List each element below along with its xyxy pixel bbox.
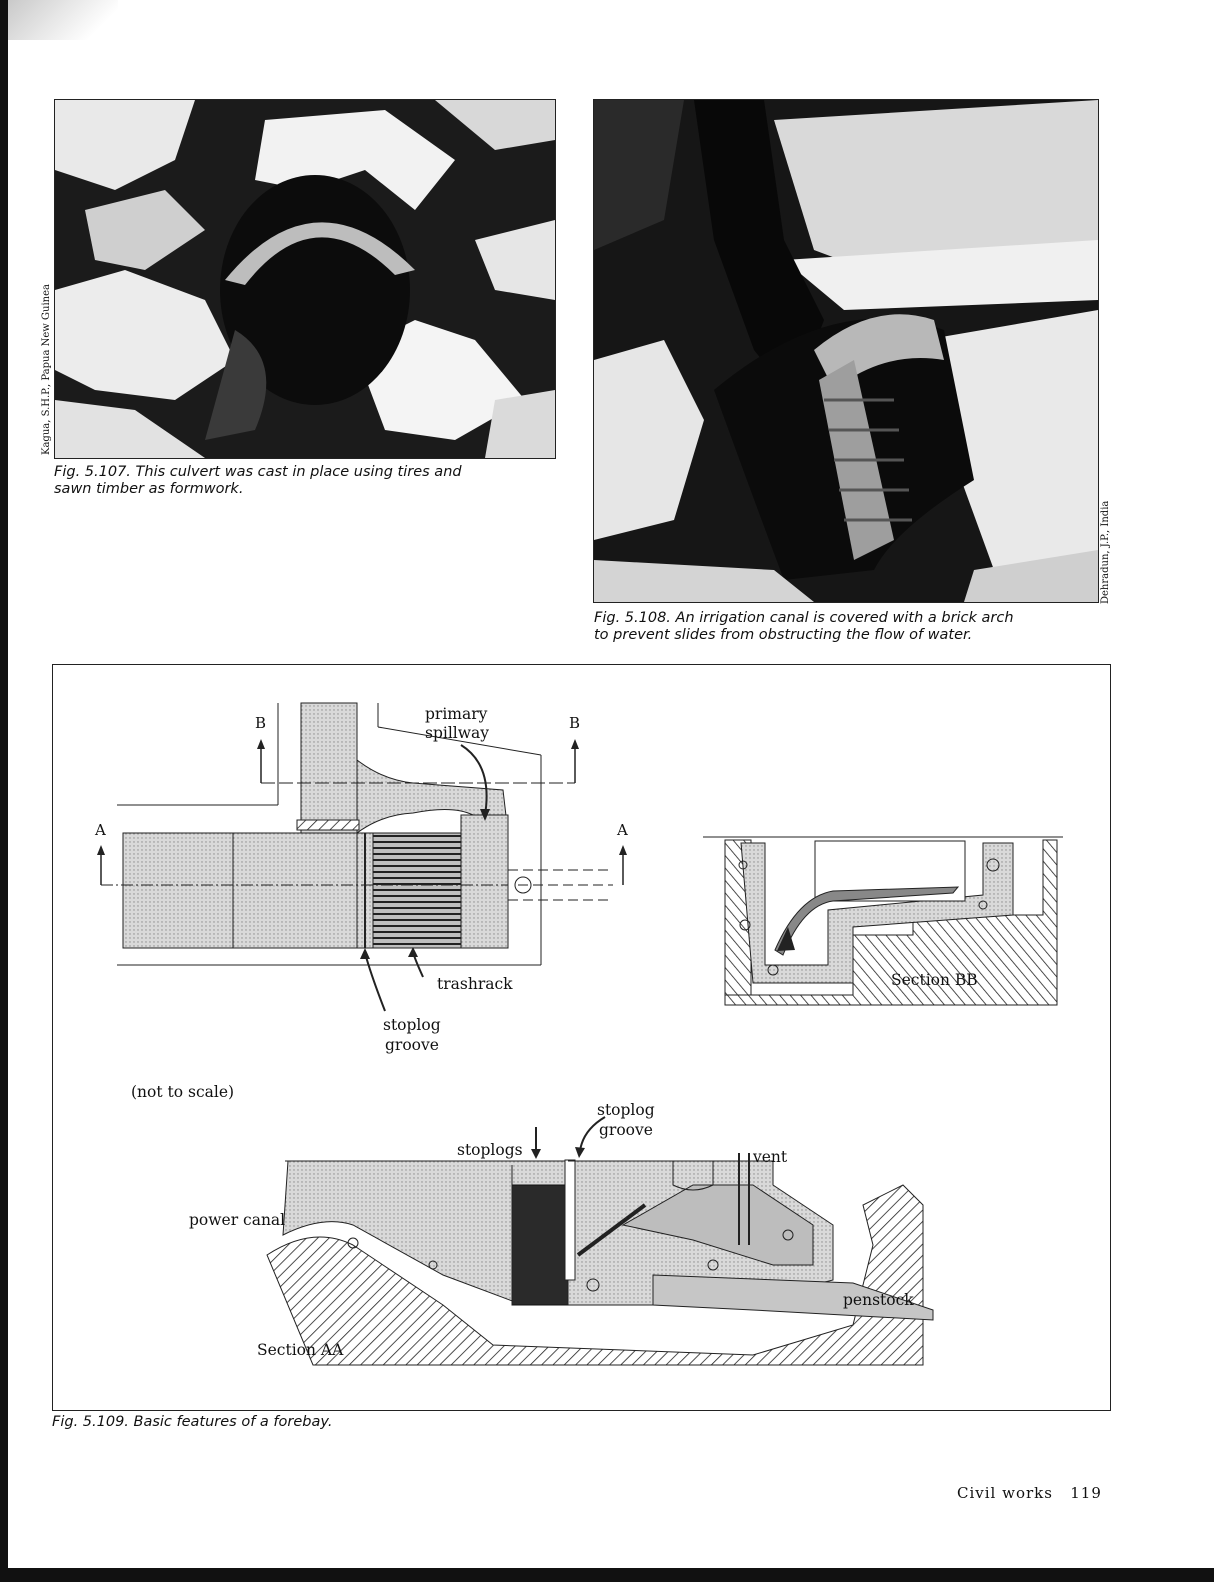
primary-spillway-label: spillway [425, 724, 490, 742]
section-bb-label: Section BB [891, 971, 978, 989]
page-edge-left [0, 0, 8, 1582]
not-to-scale-note: (not to scale) [131, 1083, 235, 1101]
vent-label: vent [753, 1148, 788, 1166]
stoplog-groove-label: stoplog [597, 1101, 655, 1119]
page-number: 119 [1070, 1484, 1102, 1502]
section-aa [267, 1117, 933, 1365]
forebay-diagram [52, 664, 1111, 1411]
stoplog-groove-label: groove [385, 1036, 439, 1054]
stoplogs-label: stoplogs [457, 1141, 523, 1159]
section-aa-label: Section AA [257, 1341, 344, 1359]
photo-credit: Dehradun, J.P., India [1100, 500, 1111, 604]
brick-arch-photo [593, 99, 1099, 603]
penstock-label: penstock [843, 1291, 914, 1309]
footer-section: Civil works [957, 1484, 1053, 1502]
photo-credit: Kagua, S.H.P., Papua New Guinea [41, 284, 52, 455]
page-footer [957, 1484, 1102, 1502]
caption-line: sawn timber as formwork. [54, 481, 244, 497]
section-label-b: B [255, 714, 267, 732]
figure-caption [594, 610, 1104, 644]
stoplog-groove-label: stoplog [383, 1016, 441, 1034]
power-canal-label: power canal [189, 1211, 286, 1229]
section-label-a: A [617, 821, 628, 839]
caption-line: Fig. 5.108. An irrigation canal is covered with a brick arch [594, 610, 1014, 626]
scan-artifact [8, 0, 118, 40]
culvert-photo [54, 99, 556, 459]
section-label-b: B [569, 714, 581, 732]
figure-caption [54, 464, 554, 498]
trashrack-label: trashrack [437, 975, 513, 993]
stoplog-groove-label: groove [599, 1121, 653, 1139]
section-label-a: A [95, 821, 106, 839]
figure-caption: Fig. 5.109. Basic features of a forebay. [52, 1414, 333, 1430]
plan-view [97, 703, 627, 1011]
section-bb [703, 837, 1063, 1005]
caption-line: to prevent slides from obstructing the flow of water. [594, 627, 973, 643]
page-edge-bottom [0, 1568, 1214, 1582]
primary-spillway-label: primary [425, 705, 488, 723]
caption-line: Fig. 5.107. This culvert was cast in place using tires and [54, 464, 462, 480]
